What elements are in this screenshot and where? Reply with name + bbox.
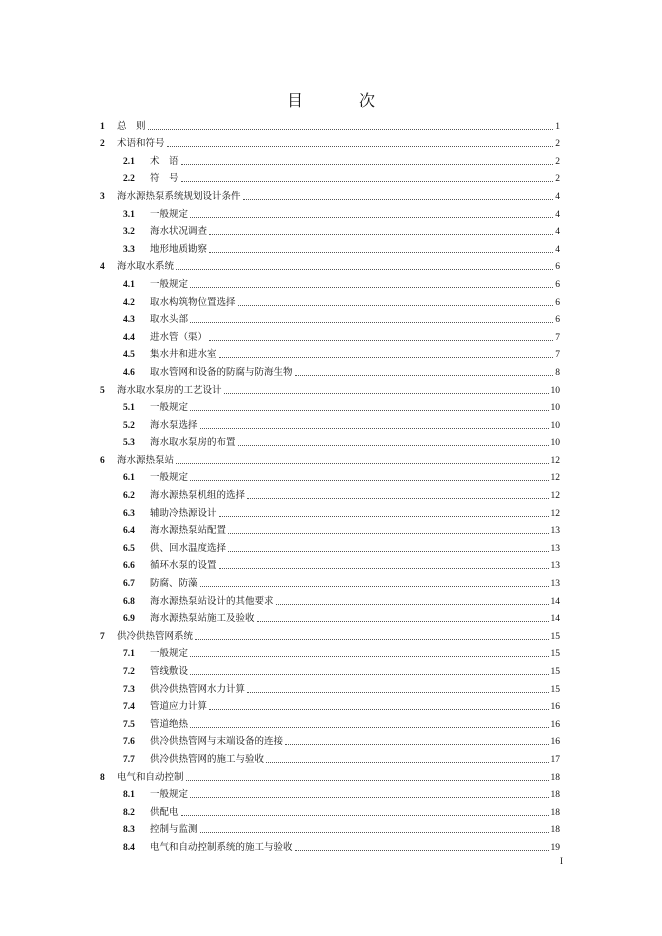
toc-entry-page-number: 13 (550, 579, 560, 590)
dot-leader (190, 409, 548, 411)
toc-entry-label: 供冷供热管网的施工与验收 (150, 753, 265, 765)
dot-leader (190, 216, 553, 218)
toc-entry-number: 6.9 (123, 614, 135, 625)
toc-entry-label: 一般规定 (150, 789, 189, 801)
toc-entry-number: 8.2 (123, 807, 135, 818)
toc-entry (100, 221, 560, 239)
toc-entry-label: 一般规定 (150, 402, 189, 414)
toc-entry-page-number: 6 (555, 315, 560, 326)
toc-entry-number: 8.3 (123, 825, 135, 836)
toc-entry-number: 8 (100, 772, 105, 783)
dot-leader (176, 462, 548, 464)
dot-leader (295, 374, 554, 376)
toc-entry (100, 379, 560, 397)
dot-leader (190, 796, 548, 798)
dot-leader (181, 180, 554, 182)
toc-entry (100, 309, 560, 327)
table-of-contents (100, 115, 560, 854)
toc-entry-label: 术 语 (150, 155, 179, 167)
toc-entry-number: 5.1 (123, 403, 135, 414)
toc-entry-label: 控制与监测 (150, 824, 198, 836)
toc-entry-number: 7.1 (123, 649, 135, 660)
toc-entry-page-number: 18 (550, 772, 560, 783)
toc-entry (100, 344, 560, 362)
toc-entry-page-number: 15 (550, 649, 560, 660)
toc-entry-label: 海水源热泵站配置 (150, 525, 227, 537)
toc-entry-page-number: 13 (550, 543, 560, 554)
toc-entry-label: 符 号 (150, 173, 179, 185)
toc-entry-label: 海水源热泵系统规划设计条件 (117, 190, 241, 202)
dot-leader (228, 550, 548, 552)
dot-leader (276, 603, 549, 605)
toc-entry-number: 3.2 (123, 227, 135, 238)
dot-leader (200, 585, 549, 587)
toc-entry (100, 291, 560, 309)
toc-entry-label: 辅助冷热源设计 (150, 507, 217, 519)
toc-entry-label: 供、回水温度选择 (150, 542, 227, 554)
toc-entry-number: 6.3 (123, 508, 135, 519)
dot-leader (266, 761, 548, 763)
toc-entry-label: 循环水泵的设置 (150, 560, 217, 572)
toc-entry-number: 7.2 (123, 667, 135, 677)
toc-entry-label: 一般规定 (150, 208, 189, 220)
toc-entry-number: 6.7 (123, 579, 135, 590)
toc-entry-number: 6.1 (123, 473, 135, 484)
toc-entry-page-number: 6 (555, 262, 560, 273)
toc-entry-label: 海水取水系统 (117, 261, 175, 273)
toc-entry-number: 6.4 (123, 526, 135, 537)
toc-entry (100, 484, 560, 502)
toc-entry (100, 203, 560, 221)
toc-entry-label: 供配电 (150, 806, 179, 818)
toc-entry-page-number: 14 (550, 596, 560, 607)
toc-entry-page-number: 2 (555, 174, 560, 185)
toc-entry-label: 海水源热泵站施工及验收 (150, 613, 255, 625)
toc-entry-label: 一般规定 (150, 472, 189, 484)
toc-entry-page-number: 7 (555, 332, 560, 343)
toc-entry-label: 管道绝热 (150, 718, 189, 730)
toc-entry-page-number: 7 (555, 350, 560, 361)
dot-leader (190, 479, 548, 481)
toc-entry (100, 168, 560, 186)
toc-entry (100, 590, 560, 608)
toc-entry-page-number: 4 (555, 227, 560, 238)
toc-entry (100, 520, 560, 538)
toc-entry-number: 8.1 (123, 790, 135, 801)
toc-entry-number: 4.5 (123, 350, 135, 361)
toc-entry (100, 555, 560, 573)
dot-leader (224, 392, 549, 394)
dot-leader (228, 532, 548, 534)
toc-entry-page-number: 12 (550, 455, 560, 466)
dot-leader (190, 726, 548, 728)
toc-entry-page-number: 10 (550, 438, 560, 449)
toc-entry-number: 7.3 (123, 684, 135, 695)
toc-entry-page-number: 10 (550, 385, 560, 396)
toc-entry-page-number: 14 (550, 614, 560, 625)
toc-entry (100, 784, 560, 802)
toc-entry-number: 3 (100, 191, 105, 202)
toc-entry (100, 643, 560, 661)
dot-leader (200, 831, 549, 833)
toc-entry-page-number: 10 (550, 420, 560, 431)
toc-entry-number: 6.2 (123, 491, 135, 502)
toc-entry (100, 432, 560, 450)
toc-entry-number: 5.2 (123, 420, 135, 431)
toc-entry-number: 3.3 (123, 244, 135, 255)
toc-entry-number: 4.3 (123, 315, 135, 326)
toc-entry-page-number: 17 (550, 754, 560, 765)
toc-entry (100, 185, 560, 203)
toc-entry-label: 地形地质勘察 (150, 243, 208, 255)
toc-entry (100, 625, 560, 643)
toc-entry-number: 7.4 (123, 702, 135, 713)
dot-leader (219, 567, 549, 569)
toc-entry-label: 一般规定 (150, 278, 189, 290)
toc-entry-number: 7 (100, 631, 105, 642)
dot-leader (200, 427, 549, 429)
toc-entry (100, 133, 560, 151)
dot-leader (257, 620, 549, 622)
toc-entry-number: 5.3 (123, 438, 135, 449)
dot-leader (190, 321, 553, 323)
toc-entry-page-number: 13 (550, 526, 560, 537)
toc-entry-label: 海水源热泵机组的选择 (150, 490, 246, 502)
toc-entry-page-number: 10 (550, 403, 560, 414)
toc-entry (100, 819, 560, 837)
dot-leader (190, 655, 548, 657)
toc-entry-number: 6.5 (123, 543, 135, 554)
dot-leader (247, 691, 548, 693)
toc-entry-page-number: 1 (555, 121, 560, 132)
dot-leader (186, 779, 549, 781)
toc-entry-page-number: 4 (555, 191, 560, 202)
toc-entry (100, 361, 560, 379)
toc-entry (100, 256, 560, 274)
toc-entry-label: 海水状况调查 (150, 226, 208, 238)
toc-entry-number: 7.5 (123, 719, 135, 730)
toc-entry (100, 238, 560, 256)
dot-leader (209, 339, 553, 341)
toc-entry-page-number: 8 (555, 367, 560, 378)
toc-entry-number: 7.7 (123, 754, 135, 765)
toc-entry-page-number: 16 (550, 737, 560, 748)
toc-entry-label: 集水井和进水室 (150, 349, 217, 361)
toc-entry-page-number: 19 (550, 842, 560, 853)
toc-entry (100, 731, 560, 749)
toc-entry-page-number: 6 (555, 279, 560, 290)
toc-entry-label: 海水取水泵房的布置 (150, 437, 236, 449)
toc-entry-page-number: 2 (555, 156, 560, 167)
toc-entry (100, 273, 560, 291)
toc-entry (100, 449, 560, 467)
dot-leader (148, 128, 554, 130)
toc-entry-label: 取水头部 (150, 314, 189, 326)
page-title: 目 次 (286, 91, 395, 110)
toc-entry (100, 660, 560, 678)
toc-entry (100, 748, 560, 766)
toc-entry-label: 管线敷设 (150, 666, 189, 677)
toc-entry-label: 取水管网和设备的防腐与防海生物 (150, 366, 293, 378)
toc-entry-page-number: 15 (550, 684, 560, 695)
toc-entry-page-number: 2 (555, 139, 560, 150)
toc-entry-number: 5 (100, 385, 105, 396)
dot-leader (219, 515, 549, 517)
toc-entry (100, 836, 560, 854)
toc-entry-page-number: 13 (550, 561, 560, 572)
toc-entry (100, 608, 560, 626)
dot-leader (181, 163, 554, 165)
toc-entry-page-number: 18 (550, 790, 560, 801)
toc-entry-label: 海水取水泵房的工艺设计 (117, 384, 222, 396)
toc-entry-label: 一般规定 (150, 648, 189, 660)
toc-entry-number: 4.2 (123, 297, 135, 308)
toc-entry-label: 取水构筑物位置选择 (150, 296, 236, 308)
toc-entry-page-number: 15 (550, 667, 560, 677)
toc-entry (100, 414, 560, 432)
toc-entry (100, 467, 560, 485)
dot-leader (209, 708, 548, 710)
toc-entry (100, 115, 560, 133)
toc-entry-number: 8.4 (123, 842, 135, 853)
toc-entry-number: 2 (100, 139, 105, 150)
dot-leader (285, 743, 548, 745)
toc-entry-label: 防腐、防藻 (150, 578, 198, 590)
toc-entry-number: 4 (100, 262, 105, 273)
toc-entry-page-number: 16 (550, 702, 560, 713)
dot-leader (190, 286, 553, 288)
toc-entry-page-number: 12 (550, 491, 560, 502)
toc-entry (100, 801, 560, 819)
toc-entry-label: 电气和自动控制 (117, 771, 184, 783)
toc-entry (100, 766, 560, 784)
page-folio: I (560, 856, 563, 866)
toc-entry (100, 502, 560, 520)
toc-entry-page-number: 16 (550, 719, 560, 730)
toc-entry-label: 海水泵选择 (150, 419, 198, 431)
toc-entry (100, 713, 560, 731)
dot-leader (209, 233, 553, 235)
toc-entry-label: 电气和自动控制系统的施工与验收 (150, 841, 293, 853)
dot-leader (295, 849, 549, 851)
toc-entry-page-number: 15 (550, 631, 560, 642)
toc-entry-number: 4.6 (123, 367, 135, 378)
dot-leader (243, 198, 554, 200)
toc-entry-number: 6.8 (123, 596, 135, 607)
toc-entry-page-number: 12 (550, 508, 560, 519)
toc-entry-label: 供冷供热管网系统 (117, 630, 194, 642)
dot-leader (167, 145, 554, 147)
dot-leader (190, 673, 548, 675)
toc-entry-number: 2.2 (123, 174, 135, 185)
toc-entry-page-number: 4 (555, 244, 560, 255)
dot-leader (219, 356, 554, 358)
toc-entry-page-number: 6 (555, 297, 560, 308)
toc-entry-label: 供冷供热管网与末端设备的连接 (150, 736, 284, 748)
toc-entry-label: 海水源热泵站 (117, 454, 175, 466)
toc-entry-page-number: 18 (550, 825, 560, 836)
toc-entry-label: 供冷供热管网水力计算 (150, 683, 246, 695)
toc-entry-label: 总 则 (117, 120, 146, 132)
toc-entry (100, 150, 560, 168)
dot-leader (176, 268, 553, 270)
toc-entry-number: 4.4 (123, 332, 135, 343)
toc-entry-number: 4.1 (123, 279, 135, 290)
toc-entry-number: 1 (100, 121, 105, 132)
dot-leader (247, 497, 548, 499)
toc-entry-label: 术语和符号 (117, 138, 165, 150)
toc-entry-number: 6.6 (123, 561, 135, 572)
toc-entry (100, 678, 560, 696)
toc-entry (100, 572, 560, 590)
toc-entry-page-number: 18 (550, 807, 560, 818)
dot-leader (209, 251, 553, 253)
dot-leader (181, 814, 549, 816)
toc-entry (100, 326, 560, 344)
toc-entry (100, 696, 560, 714)
toc-entry-page-number: 12 (550, 473, 560, 484)
dot-leader (238, 444, 549, 446)
dot-leader (195, 638, 548, 640)
toc-entry-number: 7.6 (123, 737, 135, 748)
toc-entry-label: 海水源热泵站设计的其他要求 (150, 595, 274, 607)
dot-leader (238, 304, 554, 306)
toc-entry-number: 2.1 (123, 156, 135, 167)
toc-entry-label: 管道应力计算 (150, 701, 208, 713)
toc-entry-number: 3.1 (123, 209, 135, 220)
toc-entry-page-number: 4 (555, 209, 560, 220)
toc-entry-label: 进水管（渠） (150, 331, 208, 343)
toc-entry (100, 537, 560, 555)
toc-entry (100, 397, 560, 415)
toc-entry-number: 6 (100, 455, 105, 466)
